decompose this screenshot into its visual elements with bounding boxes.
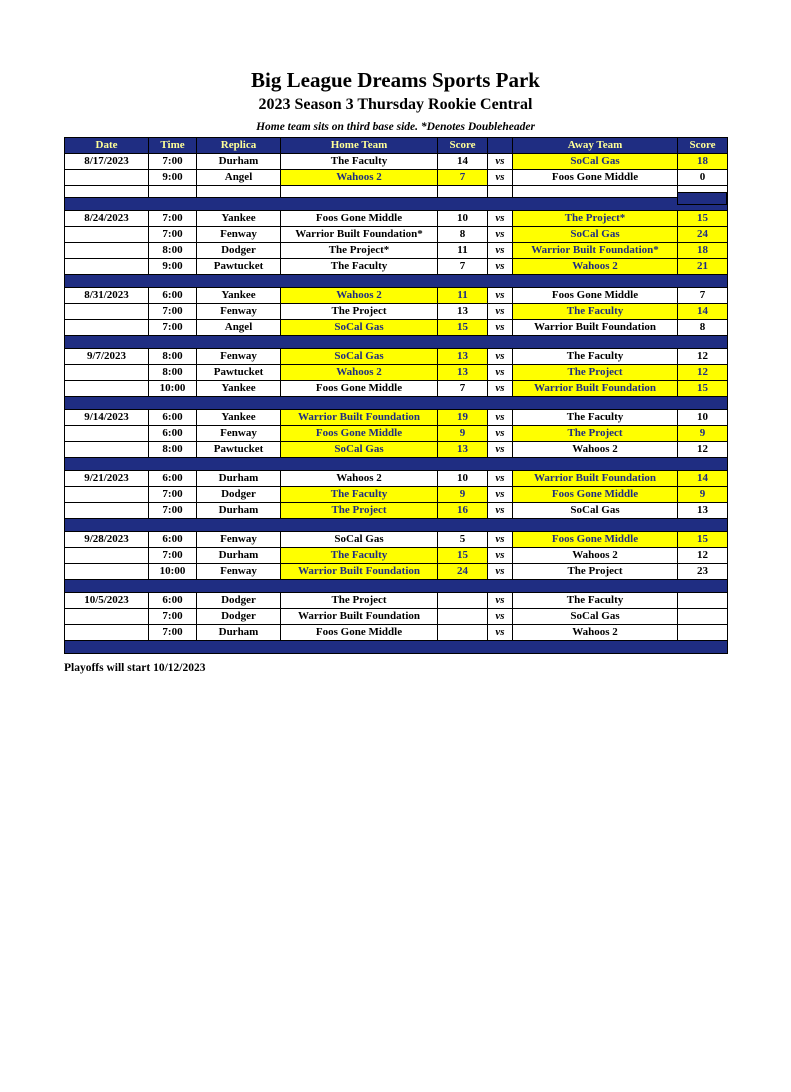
- away-score-cell: 13: [678, 503, 728, 519]
- away-team-cell: The Project*: [513, 211, 678, 227]
- away-score-cell: 7: [678, 288, 728, 304]
- vs-cell: vs: [488, 211, 513, 227]
- home-team-cell: Wahoos 2: [281, 288, 438, 304]
- separator-row: [65, 336, 728, 349]
- date-cell: [65, 548, 149, 564]
- home-score-cell: 8: [438, 227, 488, 243]
- home-team-cell: The Faculty: [281, 548, 438, 564]
- replica-cell: Durham: [197, 625, 281, 641]
- away-score-cell: 8: [678, 320, 728, 336]
- time-cell: 7:00: [149, 154, 197, 170]
- time-cell: 10:00: [149, 564, 197, 580]
- schedule-row: [65, 548, 728, 564]
- replica-cell: Yankee: [197, 288, 281, 304]
- home-team-cell: SoCal Gas: [281, 532, 438, 548]
- replica-cell: Yankee: [197, 410, 281, 426]
- home-score-cell: 9: [438, 487, 488, 503]
- blank-cell: [65, 186, 149, 198]
- away-team-cell: Foos Gone Middle: [513, 487, 678, 503]
- replica-cell: Durham: [197, 154, 281, 170]
- away-team-cell: SoCal Gas: [513, 503, 678, 519]
- schedule-row: [65, 487, 728, 503]
- date-cell: [65, 487, 149, 503]
- home-team-cell: Wahoos 2: [281, 365, 438, 381]
- away-team-cell: Foos Gone Middle: [513, 288, 678, 304]
- blank-cell: [488, 186, 513, 198]
- away-team-cell: SoCal Gas: [513, 609, 678, 625]
- separator-bar: [65, 397, 728, 410]
- playoffs-note: Playoffs will start 10/12/2023: [64, 662, 206, 674]
- vs-cell: vs: [488, 304, 513, 320]
- schedule-row: [65, 381, 728, 397]
- home-team-cell: The Faculty: [281, 487, 438, 503]
- col-header-time: Time: [149, 138, 197, 154]
- date-cell: 10/5/2023: [65, 593, 149, 609]
- time-cell: 6:00: [149, 532, 197, 548]
- date-cell: 8/17/2023: [65, 154, 149, 170]
- replica-cell: Angel: [197, 170, 281, 186]
- away-score-cell: [678, 593, 728, 609]
- replica-cell: Fenway: [197, 349, 281, 365]
- away-team-cell: Wahoos 2: [513, 259, 678, 275]
- header-row: [65, 138, 728, 154]
- replica-cell: Pawtucket: [197, 365, 281, 381]
- date-cell: [65, 365, 149, 381]
- date-cell: 8/24/2023: [65, 211, 149, 227]
- separator-row: [65, 519, 728, 532]
- home-team-cell: The Faculty: [281, 154, 438, 170]
- vs-cell: vs: [488, 170, 513, 186]
- schedule-table-body: [65, 154, 728, 654]
- home-score-cell: 13: [438, 365, 488, 381]
- replica-cell: Durham: [197, 548, 281, 564]
- schedule-row: [65, 609, 728, 625]
- time-cell: 6:00: [149, 593, 197, 609]
- vs-cell: vs: [488, 410, 513, 426]
- home-score-cell: [438, 625, 488, 641]
- schedule-table: [64, 137, 728, 654]
- home-score-cell: 13: [438, 349, 488, 365]
- col-header-home-score: Score: [438, 138, 488, 154]
- schedule-row: [65, 564, 728, 580]
- blank-cell: [149, 186, 197, 198]
- date-cell: 9/21/2023: [65, 471, 149, 487]
- time-cell: 7:00: [149, 304, 197, 320]
- away-team-cell: Wahoos 2: [513, 442, 678, 458]
- replica-cell: Dodger: [197, 593, 281, 609]
- date-cell: 9/14/2023: [65, 410, 149, 426]
- home-team-cell: Foos Gone Middle: [281, 381, 438, 397]
- schedule-row: [65, 349, 728, 365]
- schedule-row: [65, 288, 728, 304]
- home-team-cell: Warrior Built Foundation: [281, 410, 438, 426]
- time-cell: 6:00: [149, 426, 197, 442]
- replica-cell: Pawtucket: [197, 259, 281, 275]
- separator-row: [65, 275, 728, 288]
- vs-cell: vs: [488, 471, 513, 487]
- schedule-row: [65, 442, 728, 458]
- time-cell: 7:00: [149, 609, 197, 625]
- away-score-cell: 14: [678, 304, 728, 320]
- schedule-row: [65, 320, 728, 336]
- time-cell: 7:00: [149, 503, 197, 519]
- away-score-cell: 21: [678, 259, 728, 275]
- page-title: Big League Dreams Sports Park: [251, 68, 540, 92]
- blank-cell: [281, 186, 438, 198]
- home-team-cell: The Faculty: [281, 259, 438, 275]
- separator-bar: [65, 458, 728, 471]
- separator-row: [65, 580, 728, 593]
- schedule-row: [65, 243, 728, 259]
- away-team-cell: Foos Gone Middle: [513, 170, 678, 186]
- replica-cell: Yankee: [197, 211, 281, 227]
- time-cell: 7:00: [149, 548, 197, 564]
- home-score-cell: 13: [438, 442, 488, 458]
- schedule-row: [65, 154, 728, 170]
- separator-row: [65, 397, 728, 410]
- schedule-row: [65, 426, 728, 442]
- home-score-cell: 16: [438, 503, 488, 519]
- away-team-cell: SoCal Gas: [513, 227, 678, 243]
- separator-bar: [65, 519, 728, 532]
- time-cell: 6:00: [149, 288, 197, 304]
- date-cell: [65, 320, 149, 336]
- away-score-cell: 12: [678, 548, 728, 564]
- corner-navy-block: [677, 192, 727, 205]
- home-team-cell: Foos Gone Middle: [281, 211, 438, 227]
- away-score-cell: 23: [678, 564, 728, 580]
- col-header-away-team: Away Team: [513, 138, 678, 154]
- vs-cell: vs: [488, 609, 513, 625]
- home-score-cell: [438, 609, 488, 625]
- date-cell: [65, 442, 149, 458]
- vs-cell: vs: [488, 288, 513, 304]
- home-team-cell: Wahoos 2: [281, 471, 438, 487]
- time-cell: 9:00: [149, 259, 197, 275]
- col-header-vs: [488, 138, 513, 154]
- away-score-cell: 12: [678, 349, 728, 365]
- time-cell: 9:00: [149, 170, 197, 186]
- home-team-cell: Foos Gone Middle: [281, 426, 438, 442]
- vs-cell: vs: [488, 564, 513, 580]
- vs-cell: vs: [488, 426, 513, 442]
- date-cell: [65, 609, 149, 625]
- away-score-cell: 15: [678, 532, 728, 548]
- home-team-cell: The Project*: [281, 243, 438, 259]
- home-score-cell: 10: [438, 211, 488, 227]
- home-team-cell: SoCal Gas: [281, 320, 438, 336]
- date-cell: [65, 625, 149, 641]
- away-team-cell: Warrior Built Foundation: [513, 320, 678, 336]
- home-score-cell: 7: [438, 259, 488, 275]
- schedule-row: [65, 259, 728, 275]
- away-score-cell: 18: [678, 154, 728, 170]
- vs-cell: vs: [488, 532, 513, 548]
- date-cell: 9/28/2023: [65, 532, 149, 548]
- vs-cell: vs: [488, 593, 513, 609]
- replica-cell: Yankee: [197, 381, 281, 397]
- home-score-cell: 10: [438, 471, 488, 487]
- vs-cell: vs: [488, 365, 513, 381]
- away-score-cell: [678, 609, 728, 625]
- away-score-cell: 9: [678, 487, 728, 503]
- time-cell: 7:00: [149, 625, 197, 641]
- away-team-cell: The Faculty: [513, 304, 678, 320]
- separator-row: [65, 198, 728, 211]
- home-score-cell: 9: [438, 426, 488, 442]
- replica-cell: Dodger: [197, 487, 281, 503]
- schedule-row: [65, 471, 728, 487]
- time-cell: 10:00: [149, 381, 197, 397]
- away-score-cell: 18: [678, 243, 728, 259]
- separator-row: [65, 458, 728, 471]
- col-header-replica: Replica: [197, 138, 281, 154]
- schedule-row: [65, 625, 728, 641]
- separator-bar: [65, 275, 728, 288]
- away-team-cell: The Project: [513, 426, 678, 442]
- date-cell: [65, 381, 149, 397]
- date-cell: [65, 564, 149, 580]
- away-team-cell: Warrior Built Foundation*: [513, 243, 678, 259]
- away-score-cell: 15: [678, 381, 728, 397]
- schedule-table-header: [65, 138, 728, 154]
- col-header-date: Date: [65, 138, 149, 154]
- vs-cell: vs: [488, 381, 513, 397]
- date-cell: [65, 259, 149, 275]
- time-cell: 8:00: [149, 365, 197, 381]
- time-cell: 6:00: [149, 471, 197, 487]
- home-score-cell: 24: [438, 564, 488, 580]
- schedule-row: [65, 304, 728, 320]
- replica-cell: Fenway: [197, 532, 281, 548]
- schedule-row: [65, 410, 728, 426]
- time-cell: 8:00: [149, 243, 197, 259]
- separator-bar: [65, 580, 728, 593]
- away-team-cell: The Faculty: [513, 349, 678, 365]
- schedule-row: [65, 532, 728, 548]
- time-cell: 7:00: [149, 487, 197, 503]
- away-score-cell: 0: [678, 170, 728, 186]
- home-score-cell: 19: [438, 410, 488, 426]
- home-team-cell: Foos Gone Middle: [281, 625, 438, 641]
- replica-cell: Pawtucket: [197, 442, 281, 458]
- replica-cell: Fenway: [197, 426, 281, 442]
- page-subtitle: 2023 Season 3 Thursday Rookie Central: [258, 96, 533, 113]
- date-cell: [65, 304, 149, 320]
- blank-cell: [197, 186, 281, 198]
- replica-cell: Durham: [197, 471, 281, 487]
- vs-cell: vs: [488, 349, 513, 365]
- page-note: Home team sits on third base side. *Denotes Doubleheader: [256, 121, 535, 133]
- date-cell: [65, 243, 149, 259]
- col-header-away-score: Score: [678, 138, 728, 154]
- home-score-cell: 11: [438, 288, 488, 304]
- away-score-cell: 12: [678, 365, 728, 381]
- separator-bar: [65, 336, 728, 349]
- separator-row: [65, 641, 728, 654]
- blank-row: [65, 186, 728, 198]
- home-team-cell: SoCal Gas: [281, 442, 438, 458]
- replica-cell: Dodger: [197, 609, 281, 625]
- vs-cell: vs: [488, 548, 513, 564]
- vs-cell: vs: [488, 625, 513, 641]
- vs-cell: vs: [488, 503, 513, 519]
- schedule-row: [65, 211, 728, 227]
- away-team-cell: Warrior Built Foundation: [513, 471, 678, 487]
- away-team-cell: Warrior Built Foundation: [513, 381, 678, 397]
- away-score-cell: 9: [678, 426, 728, 442]
- vs-cell: vs: [488, 243, 513, 259]
- away-score-cell: 15: [678, 211, 728, 227]
- vs-cell: vs: [488, 259, 513, 275]
- time-cell: 7:00: [149, 320, 197, 336]
- schedule-row: [65, 365, 728, 381]
- home-team-cell: Warrior Built Foundation*: [281, 227, 438, 243]
- home-score-cell: 15: [438, 548, 488, 564]
- schedule-row: [65, 170, 728, 186]
- vs-cell: vs: [488, 320, 513, 336]
- vs-cell: vs: [488, 154, 513, 170]
- blank-cell: [438, 186, 488, 198]
- replica-cell: Dodger: [197, 243, 281, 259]
- time-cell: 7:00: [149, 227, 197, 243]
- away-team-cell: The Project: [513, 564, 678, 580]
- away-team-cell: The Faculty: [513, 410, 678, 426]
- home-team-cell: Warrior Built Foundation: [281, 564, 438, 580]
- away-team-cell: The Project: [513, 365, 678, 381]
- time-cell: 7:00: [149, 211, 197, 227]
- col-header-home-team: Home Team: [281, 138, 438, 154]
- home-team-cell: Warrior Built Foundation: [281, 609, 438, 625]
- away-score-cell: 14: [678, 471, 728, 487]
- replica-cell: Fenway: [197, 304, 281, 320]
- date-cell: 9/7/2023: [65, 349, 149, 365]
- away-team-cell: Foos Gone Middle: [513, 532, 678, 548]
- home-score-cell: [438, 593, 488, 609]
- blank-cell: [513, 186, 678, 198]
- away-score-cell: 12: [678, 442, 728, 458]
- schedule-row: [65, 227, 728, 243]
- away-team-cell: Wahoos 2: [513, 625, 678, 641]
- vs-cell: vs: [488, 442, 513, 458]
- time-cell: 8:00: [149, 442, 197, 458]
- time-cell: 6:00: [149, 410, 197, 426]
- separator-bar: [65, 198, 728, 211]
- home-team-cell: SoCal Gas: [281, 349, 438, 365]
- home-team-cell: The Project: [281, 593, 438, 609]
- home-score-cell: 5: [438, 532, 488, 548]
- replica-cell: Fenway: [197, 564, 281, 580]
- away-team-cell: SoCal Gas: [513, 154, 678, 170]
- home-score-cell: 15: [438, 320, 488, 336]
- home-score-cell: 7: [438, 170, 488, 186]
- home-score-cell: 11: [438, 243, 488, 259]
- replica-cell: Fenway: [197, 227, 281, 243]
- away-score-cell: 10: [678, 410, 728, 426]
- date-cell: 8/31/2023: [65, 288, 149, 304]
- home-score-cell: 13: [438, 304, 488, 320]
- home-score-cell: 7: [438, 381, 488, 397]
- home-score-cell: 14: [438, 154, 488, 170]
- date-cell: [65, 503, 149, 519]
- away-team-cell: Wahoos 2: [513, 548, 678, 564]
- date-cell: [65, 227, 149, 243]
- vs-cell: vs: [488, 487, 513, 503]
- replica-cell: Durham: [197, 503, 281, 519]
- away-score-cell: 24: [678, 227, 728, 243]
- away-team-cell: The Faculty: [513, 593, 678, 609]
- schedule-row: [65, 503, 728, 519]
- date-cell: [65, 426, 149, 442]
- home-team-cell: The Project: [281, 304, 438, 320]
- away-score-cell: [678, 625, 728, 641]
- date-cell: [65, 170, 149, 186]
- home-team-cell: The Project: [281, 503, 438, 519]
- time-cell: 8:00: [149, 349, 197, 365]
- separator-bar: [65, 641, 728, 654]
- home-team-cell: Wahoos 2: [281, 170, 438, 186]
- replica-cell: Angel: [197, 320, 281, 336]
- schedule-row: [65, 593, 728, 609]
- vs-cell: vs: [488, 227, 513, 243]
